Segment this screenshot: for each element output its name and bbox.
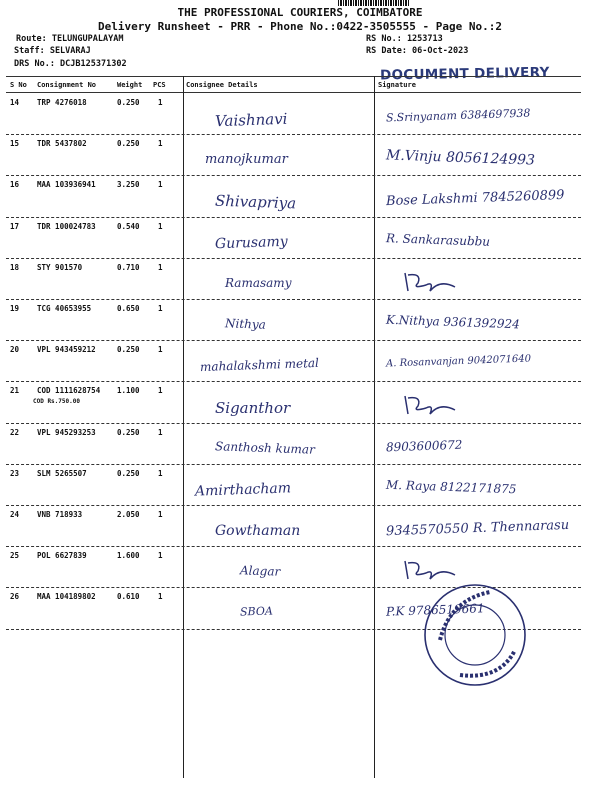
row-consignee-handwriting: Nithya [224, 316, 267, 332]
column-divider [183, 76, 184, 778]
row-weight: 0.250 [117, 468, 140, 478]
row-consignment-no: COD 1111628754 [37, 386, 101, 396]
row-pcs: 1 [158, 221, 163, 231]
row-weight: 2.050 [117, 510, 140, 519]
row-consignment-no: VNB 718933 [37, 510, 83, 519]
row-separator [6, 505, 581, 506]
col-weight: Weight [117, 81, 143, 89]
col-consignment: Consignment No [37, 81, 97, 89]
row-weight: 0.650 [117, 304, 140, 313]
row-pcs: 1 [158, 510, 163, 519]
row-sno: 21 [10, 386, 20, 396]
row-sno: 14 [10, 98, 20, 107]
row-signature-handwriting: M.Vinju 8056124993 [385, 147, 536, 169]
row-pcs: 1 [158, 592, 163, 602]
row-separator [6, 258, 581, 259]
document-delivery-stamp: DOCUMENT DELIVERY [379, 64, 550, 84]
row-sno: 24 [10, 510, 20, 519]
row-separator [6, 423, 581, 424]
row-consignee-handwriting: manojkumar [205, 152, 288, 168]
row-consignee-handwriting: Santhosh kumar [214, 438, 316, 457]
row-consignee-handwriting: Gowthaman [215, 523, 301, 539]
row-consignee-handwriting: Ramasamy [225, 275, 292, 290]
runsheet-subtitle: Delivery Runsheet - PRR - Phone No.:0422-3505555 - Page No.:2 [98, 20, 502, 33]
row-consignment-no: VPL 943459212 [37, 345, 96, 355]
company-title: THE PROFESSIONAL COURIERS, COIMBATORE [177, 6, 423, 19]
table-top-border [6, 76, 581, 77]
row-separator [6, 299, 581, 300]
row-weight: 0.250 [117, 427, 140, 437]
row-signature-handwriting: S.Srinyanam 6384697938 [385, 106, 531, 125]
row-sno: 19 [10, 304, 20, 313]
row-pcs: 1 [158, 262, 163, 272]
row-sno: 16 [10, 180, 20, 190]
row-weight: 0.250 [117, 345, 140, 355]
row-consignment-no: VPL 945293253 [37, 427, 96, 437]
row-sno: 15 [10, 139, 20, 149]
row-weight: 0.610 [117, 592, 140, 602]
col-pcs: PCS [153, 81, 166, 89]
row-separator [6, 546, 581, 547]
row-separator [6, 340, 581, 341]
row-weight: 1.600 [117, 551, 140, 561]
row-separator [6, 464, 581, 465]
row-consignment-no: TDR 5437802 [37, 139, 87, 149]
row-pcs: 1 [158, 345, 163, 355]
row-pcs: 1 [158, 180, 163, 190]
row-sno: 25 [10, 551, 20, 561]
row-pcs: 1 [158, 427, 163, 437]
row-separator [6, 134, 581, 135]
row-sno: 22 [10, 427, 20, 437]
table-header [0, 78, 600, 92]
row-consignee-handwriting: mahalakshmi metal [199, 356, 320, 375]
row-pcs: 1 [158, 98, 163, 107]
header-bottom-border [6, 92, 581, 93]
row-separator [6, 381, 581, 382]
row-consignee-handwriting: Gurusamy [214, 233, 288, 252]
signature-scribble [400, 392, 460, 418]
row-weight: 0.250 [117, 98, 140, 107]
row-consignment-no: TCG 40653955 [37, 304, 92, 313]
row-consignment-no: MAA 103936941 [37, 180, 96, 190]
row-pcs: 1 [158, 551, 163, 561]
row-consignee-handwriting: SBOA [239, 604, 274, 619]
rs-number: RS No.: 1253713 [366, 34, 443, 44]
row-weight: 1.100 [117, 386, 140, 396]
drs-number: DRS No.: DCJB125371302 [14, 59, 127, 69]
col-consignee: Consignee Details [186, 81, 258, 89]
row-pcs: 1 [158, 468, 163, 478]
row-consignment-no: TDR 100024783 [37, 221, 96, 231]
row-consignee-handwriting: Siganthor [215, 399, 291, 418]
row-sno: 20 [10, 345, 20, 355]
row-consignment-no: SLM 5265507 [37, 468, 87, 478]
row-weight: 0.250 [117, 139, 140, 149]
row-cod-amount: COD Rs.750.00 [33, 398, 80, 406]
row-weight: 3.250 [117, 180, 140, 190]
row-signature-handwriting: Bose Lakshmi 7845260899 [385, 188, 565, 210]
row-signature-handwriting: 8903600672 [385, 437, 463, 454]
row-signature-handwriting: A. Rosanvanjan 9042071640 [385, 353, 532, 370]
row-consignee-handwriting: Alagar [239, 563, 281, 579]
row-separator [6, 175, 581, 176]
row-signature-handwriting: R. Sankarasubbu [385, 230, 491, 249]
row-consignee-handwriting: Shivapriya [214, 191, 297, 213]
row-weight: 0.710 [117, 262, 140, 272]
rs-date: RS Date: 06-Oct-2023 [366, 46, 469, 56]
route-label: Route: TELUNGUPALAYAM [16, 34, 124, 44]
row-pcs: 1 [158, 386, 163, 396]
row-weight: 0.540 [117, 221, 140, 231]
row-consignment-no: MAA 104189802 [37, 592, 96, 602]
col-sno: S No [10, 81, 27, 89]
staff-label: Staff: SELVARAJ [14, 46, 91, 56]
column-divider [374, 76, 375, 778]
row-consignee-handwriting: Vaishnavi [214, 109, 288, 131]
row-separator [6, 217, 581, 218]
row-sno: 23 [10, 468, 20, 478]
row-pcs: 1 [158, 304, 163, 313]
row-pcs: 1 [158, 139, 163, 149]
row-signature-handwriting: P.K 9786519661 [385, 601, 485, 620]
company-seal [420, 580, 530, 690]
row-signature-handwriting: K.Nithya 9361392924 [385, 312, 520, 332]
row-sno: 18 [10, 262, 20, 272]
row-sno: 17 [10, 221, 20, 231]
row-signature-handwriting: M. Raya 8122171875 [385, 477, 517, 497]
row-consignment-no: STY 901570 [37, 262, 83, 272]
row-sno: 26 [10, 592, 20, 602]
signature-scribble [400, 269, 460, 295]
row-consignment-no: TRP 4276018 [37, 98, 87, 107]
row-signature-handwriting: 9345570550 R. Thennarasu [385, 517, 570, 540]
row-consignment-no: POL 6627839 [37, 551, 87, 561]
row-consignee-handwriting: Amirthacham [194, 480, 292, 500]
col-signature: Signature [378, 81, 416, 89]
